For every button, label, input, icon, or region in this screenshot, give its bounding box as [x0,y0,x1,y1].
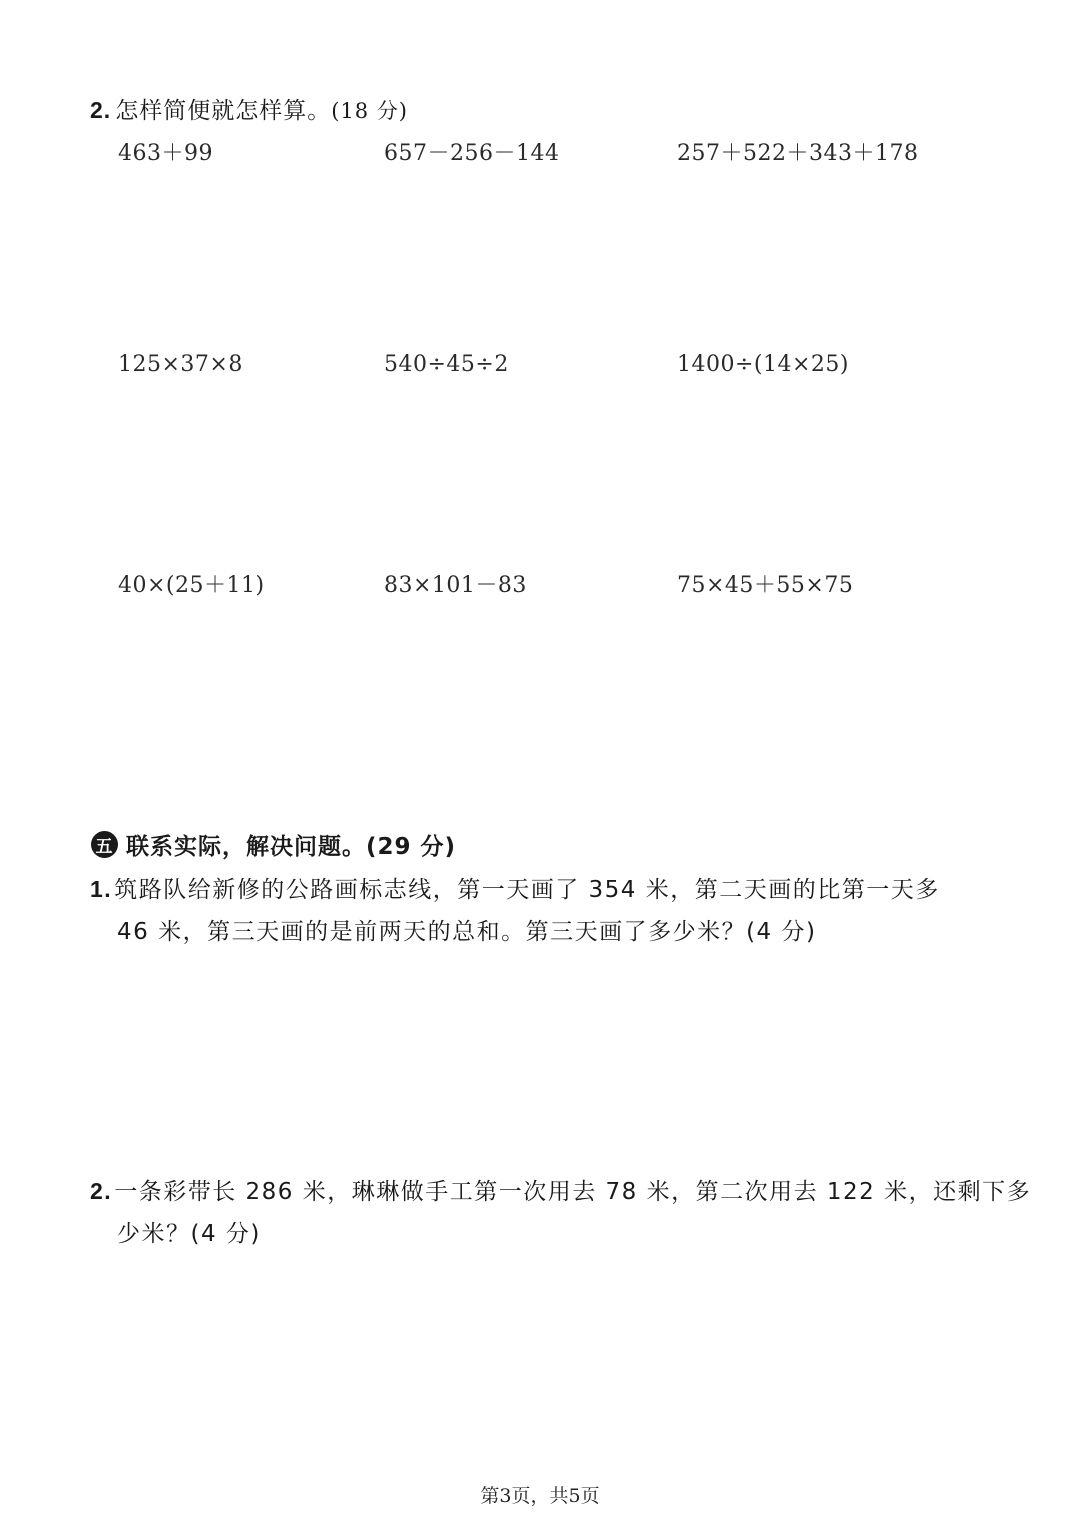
problem-number: 1. [90,876,113,902]
question-number: 2. [90,97,112,123]
question-points: (18 分) [331,99,408,123]
problem-text: 一条彩带长 286 米，琳琳做手工第一次用去 78 米，第二次用去 122 米，还剩下多 [114,1179,1032,1205]
expression: 257＋522＋343＋178 [677,141,919,166]
problem-line [90,1170,1031,1213]
section-number-badge: 五 [91,831,118,858]
question-2-heading [90,92,408,125]
problem-line: 少米？(4 分) [117,1221,261,1247]
section-5-heading [91,828,456,861]
expression: 125×37×8 [118,352,243,377]
expression: 1400÷(14×25) [677,352,850,377]
section-title: 联系实际，解决问题。(29 分) [126,834,457,860]
problem-line [90,868,940,911]
expression: 463＋99 [118,141,213,166]
problem-number: 2. [90,1178,113,1204]
page-footer: 第3页，共5页 [480,1485,600,1507]
expression: 75×45＋55×75 [677,573,854,598]
expression: 83×101－83 [384,573,527,598]
expression: 40×(25＋11) [118,573,265,598]
problem-line: 46 米，第三天画的是前两天的总和。第三天画了多少米？(4 分) [117,919,817,945]
problem-text: 筑路队给新修的公路画标志线，第一天画了 354 米，第二天画的比第一天多 [114,877,940,903]
word-problem-1 [90,868,940,953]
question-text: 怎样简便就怎样算。 [115,98,332,124]
word-problem-2 [90,1170,1031,1255]
expression: 540÷45÷2 [384,352,509,377]
expression: 657－256－144 [384,141,560,166]
